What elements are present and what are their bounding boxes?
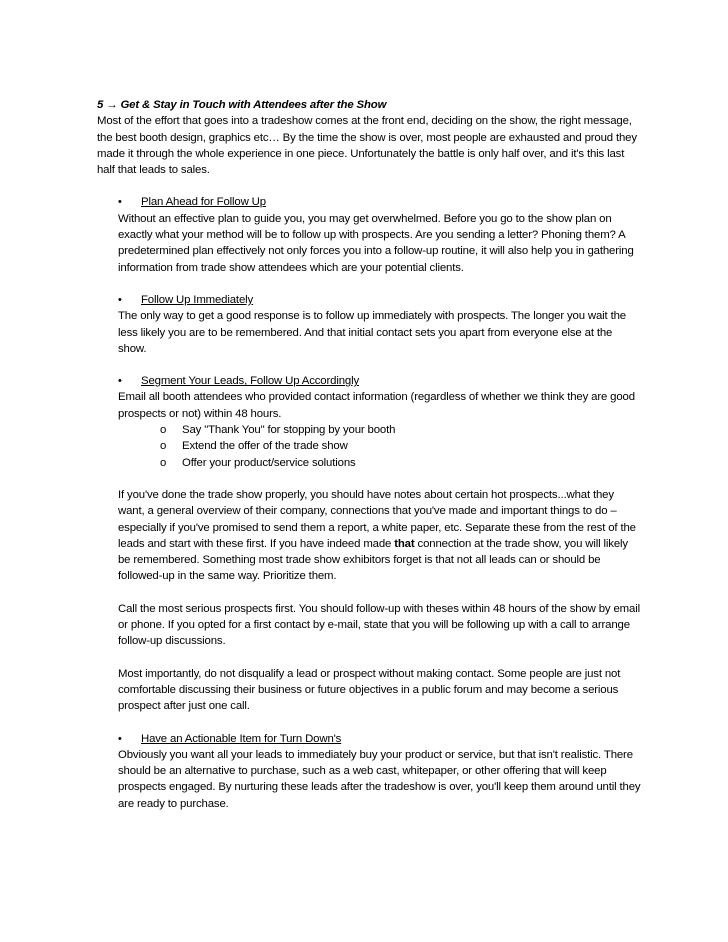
bullet-marker: •: [118, 375, 122, 388]
bullet-title: Follow Up Immediately: [141, 293, 254, 306]
sub-list-item: [160, 455, 642, 471]
bullet-marker: •: [118, 732, 122, 745]
bullet-body: Obviously you want all your leads to immediately buy your product or service, but that isn't realistic. There should be an alternative to purchase, such as a web cast, whitepaper, or other offering that will keep prospects engaged. By nurturing these leads after the tradeshow is over, you'll keep them around until they are ready to purchase.: [118, 748, 641, 810]
emphasis-that: that: [394, 537, 415, 550]
paragraph-hot-prospects: If you've done the trade show properly, you should have notes about certain hot prospects...what they want, a general overview of their company, connections that you've made and important things to do – especially if you've promised to send them a report, a white paper, etc. Separate these from the rest of the leads and start with these first. If you have indeed made that connection at the trade show, you will likely be remembered. Something most trade show exhibitors forget is that not all leads can or should be followed-up in the same way. Prioritize them.: [118, 488, 636, 583]
sub-list-text: Offer your product/service solutions: [182, 456, 356, 469]
bullet-marker: •: [118, 196, 122, 209]
sub-list-text: Extend the offer of the trade show: [182, 440, 348, 453]
bullet-title: Segment Your Leads, Follow Up Accordingly: [141, 375, 359, 388]
paragraph-call-prospects: Call the most serious prospects first. You should follow-up with theses within 48 hours of the show by email or phone. If you opted for a first contact by e-mail, state that you will be following up with a call to arrange follow-up discussions.: [118, 602, 640, 648]
bullet-body: The only way to get a good response is to follow up immediately with prospects. The longer you wait the less likely you are to be remembered. And that initial contact sets you apart from everyone else at the show.: [118, 310, 626, 355]
sub-list-item: [160, 422, 642, 438]
sub-list-item: [160, 438, 642, 454]
bullet-item-actionable-item: [118, 731, 642, 747]
bullet-item-segment-leads: [118, 373, 642, 389]
bullet-title: Have an Actionable Item for Turn Down's: [141, 732, 342, 745]
bullet-body: Email all booth attendees who provided contact information (regardless of whether we think they are good prospects or not) within 48 hours.: [118, 391, 635, 420]
sub-bullet-marker: o: [160, 456, 167, 469]
bullet-item-follow-up-immediately: [118, 292, 642, 308]
document-content: [97, 97, 642, 812]
sub-bullet-marker: o: [160, 440, 167, 453]
paragraph-do-not-disqualify: Most importantly, do not disqualify a lead or prospect without making contact. Some people are just not comfortable discussing their business or future objectives in a public forum and may become a serious prospect after just one call.: [118, 667, 621, 713]
bullet-item-plan-ahead: [118, 194, 642, 210]
section-intro: Most of the effort that goes into a tradeshow comes at the front end, deciding on the show, the right message, the best booth design, graphics etc… By the time the show is over, most people are exhausted and proud they made it through the whole experience in one piece. Unfortunately the battle is only half over, and it's this last half that leads to sales.: [97, 115, 637, 177]
section-heading: 5 → Get & Stay in Touch with Attendees after the Show: [97, 99, 387, 111]
sub-bullet-marker: o: [160, 424, 167, 437]
bullet-marker: •: [118, 293, 122, 306]
sub-list-text: Say "Thank You" for stopping by your booth: [182, 424, 396, 437]
bullet-title: Plan Ahead for Follow Up: [141, 196, 266, 209]
bullet-body: Without an effective plan to guide you, you may get overwhelmed. Before you go to the show plan on exactly what your method will be to follow up with prospects. Are you sending a letter? Phoning them? A predetermined plan effectively not only forces you into a follow-up routine, it will also help you in gathering information from trade show attendees which are your potential clients.: [118, 212, 634, 274]
